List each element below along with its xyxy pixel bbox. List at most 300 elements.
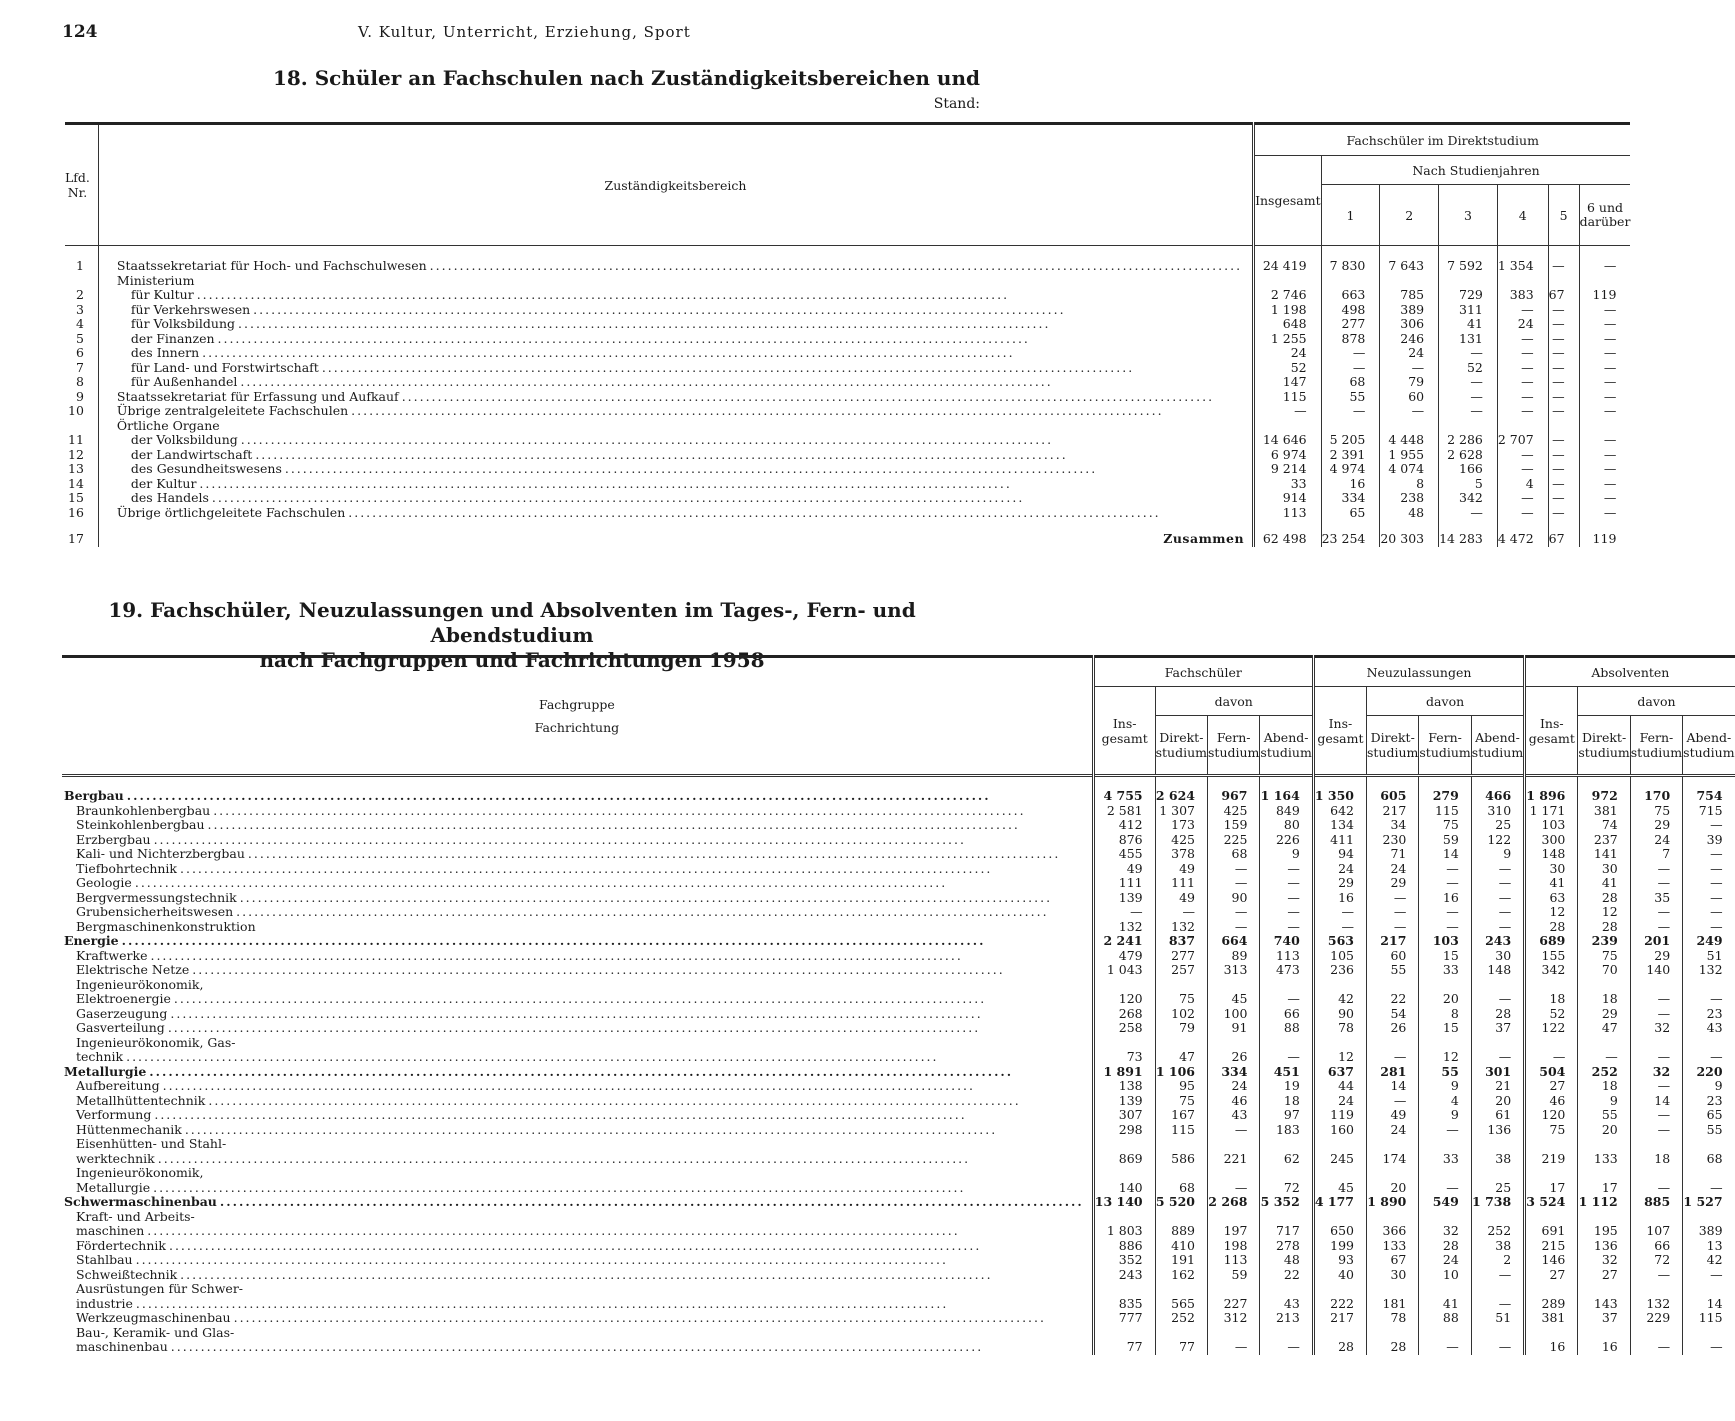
label-text: Staatssekretariat für Hoch- und Fachschulwesen bbox=[116, 258, 427, 273]
sub-header bbox=[1155, 716, 1207, 776]
value-cell: 1 255 bbox=[1254, 332, 1322, 347]
value-cell: 160 bbox=[1313, 1123, 1366, 1138]
value-cell: — bbox=[1497, 346, 1548, 361]
value-cell: — bbox=[1579, 448, 1630, 463]
value-cell: 455 bbox=[1093, 847, 1155, 862]
value-cell: 1 955 bbox=[1380, 448, 1439, 463]
value-cell: 133 bbox=[1578, 1152, 1630, 1167]
empty-cell bbox=[1525, 1137, 1578, 1152]
empty-cell bbox=[1093, 1036, 1155, 1051]
label-wrap bbox=[64, 804, 1084, 819]
value-cell: 29 bbox=[1630, 949, 1682, 964]
value-cell: 18 bbox=[1525, 992, 1578, 1007]
value-cell: — bbox=[1579, 361, 1630, 376]
row-label bbox=[62, 949, 1093, 964]
label-wrap bbox=[117, 303, 1242, 318]
leader-dots bbox=[127, 789, 1084, 804]
value-cell: 252 bbox=[1471, 1224, 1524, 1239]
value-cell: — bbox=[1471, 992, 1524, 1007]
value-cell: 65 bbox=[1321, 506, 1380, 521]
empty-cell bbox=[1366, 1326, 1418, 1341]
value-cell: 33 bbox=[1419, 1152, 1471, 1167]
empty-cell bbox=[1419, 978, 1471, 993]
label-wrap bbox=[64, 1239, 1084, 1254]
label-wrap bbox=[117, 332, 1242, 347]
value-cell: 837 bbox=[1155, 934, 1207, 949]
label-wrap bbox=[117, 477, 1242, 492]
table-row bbox=[65, 419, 1630, 434]
label-wrap bbox=[64, 1094, 1084, 1109]
value-cell: — bbox=[1525, 1050, 1578, 1065]
value-cell: 16 bbox=[1313, 891, 1366, 906]
value-cell: 637 bbox=[1313, 1065, 1366, 1080]
table-row bbox=[62, 876, 1735, 891]
value-cell: 136 bbox=[1578, 1239, 1630, 1254]
table-row bbox=[62, 1007, 1735, 1022]
value-cell: — bbox=[1630, 1181, 1682, 1196]
value-cell: — bbox=[1548, 462, 1579, 477]
value-cell: 252 bbox=[1155, 1311, 1207, 1326]
row-label bbox=[62, 1282, 1093, 1297]
value-cell: 52 bbox=[1439, 361, 1498, 376]
row-label bbox=[62, 1065, 1093, 1080]
table-row bbox=[62, 847, 1735, 862]
value-cell: 48 bbox=[1260, 1253, 1313, 1268]
value-cell: 754 bbox=[1683, 776, 1735, 804]
value-cell: 229 bbox=[1630, 1311, 1682, 1326]
value-cell: 34 bbox=[1366, 818, 1418, 833]
label-text: technik bbox=[76, 1049, 124, 1064]
value-cell: — bbox=[1630, 1268, 1682, 1283]
value-cell: 162 bbox=[1155, 1268, 1207, 1283]
label-wrap bbox=[117, 491, 1242, 506]
value-cell: 62 bbox=[1260, 1152, 1313, 1167]
value-cell: 24 bbox=[1366, 862, 1418, 877]
value-cell: 9 214 bbox=[1254, 462, 1322, 477]
label-text: Energie bbox=[64, 933, 119, 948]
value-cell: 479 bbox=[1093, 949, 1155, 964]
table-row bbox=[62, 949, 1735, 964]
value-cell: 914 bbox=[1254, 491, 1322, 506]
value-cell: 41 bbox=[1439, 317, 1498, 332]
value-cell: 61 bbox=[1471, 1108, 1524, 1123]
value-cell: — bbox=[1419, 920, 1471, 935]
row-label bbox=[62, 1108, 1093, 1123]
value-cell: 451 bbox=[1260, 1065, 1313, 1080]
value-cell: — bbox=[1683, 847, 1735, 862]
row-label bbox=[62, 1166, 1093, 1181]
value-cell: 9 bbox=[1419, 1108, 1471, 1123]
empty-cell bbox=[1471, 1210, 1524, 1225]
value-cell: 46 bbox=[1525, 1094, 1578, 1109]
value-cell: 650 bbox=[1313, 1224, 1366, 1239]
value-cell: 122 bbox=[1525, 1021, 1578, 1036]
value-cell: 28 bbox=[1313, 1340, 1366, 1355]
value-cell: 289 bbox=[1525, 1297, 1578, 1312]
value-cell: 97 bbox=[1260, 1108, 1313, 1123]
value-cell: 691 bbox=[1525, 1224, 1578, 1239]
value-cell: — bbox=[1254, 404, 1322, 419]
label-text: Übrige zentralgeleitete Fachschulen bbox=[116, 403, 349, 418]
value-cell: 5 520 bbox=[1155, 1195, 1207, 1210]
sub-header-line2: studium bbox=[1208, 745, 1260, 760]
table-row bbox=[62, 1268, 1735, 1283]
value-cell: 49 bbox=[1155, 862, 1207, 877]
value-cell: — bbox=[1208, 862, 1260, 877]
total-value: 23 254 bbox=[1321, 520, 1380, 547]
value-cell: 78 bbox=[1366, 1311, 1418, 1326]
value-cell: — bbox=[1579, 433, 1630, 448]
value-cell bbox=[1497, 274, 1548, 289]
empty-cell bbox=[1313, 1282, 1366, 1297]
value-cell: 140 bbox=[1630, 963, 1682, 978]
value-cell: 14 bbox=[1366, 1079, 1418, 1094]
empty-cell bbox=[1630, 1036, 1682, 1051]
value-cell: 12 bbox=[1578, 905, 1630, 920]
row-label bbox=[62, 992, 1093, 1007]
empty-cell bbox=[1260, 1166, 1313, 1181]
value-cell: 381 bbox=[1578, 804, 1630, 819]
value-cell: 75 bbox=[1578, 949, 1630, 964]
label-wrap bbox=[64, 905, 1084, 920]
value-cell: 49 bbox=[1093, 862, 1155, 877]
value-cell: 5 352 bbox=[1260, 1195, 1313, 1210]
value-cell: 42 bbox=[1313, 992, 1366, 1007]
value-cell: 22 bbox=[1366, 992, 1418, 1007]
value-cell: 115 bbox=[1155, 1123, 1207, 1138]
value-cell: 55 bbox=[1683, 1123, 1735, 1138]
value-cell: 115 bbox=[1419, 804, 1471, 819]
leader-dots bbox=[348, 506, 1242, 521]
value-cell: 66 bbox=[1260, 1007, 1313, 1022]
value-cell: 37 bbox=[1471, 1021, 1524, 1036]
leader-dots bbox=[402, 390, 1242, 405]
label-text: Erzbergbau bbox=[76, 831, 151, 847]
value-cell: 146 bbox=[1525, 1253, 1578, 1268]
value-cell: 120 bbox=[1093, 992, 1155, 1007]
sub-header bbox=[1208, 716, 1260, 776]
value-cell: 278 bbox=[1260, 1239, 1313, 1254]
label-wrap bbox=[117, 361, 1242, 376]
value-cell bbox=[1579, 419, 1630, 434]
page-number: 124 bbox=[62, 22, 98, 42]
label-wrap bbox=[64, 1108, 1084, 1123]
value-cell: 12 bbox=[1525, 905, 1578, 920]
value-cell: 4 755 bbox=[1093, 776, 1155, 804]
row-label bbox=[98, 332, 1253, 347]
leader-dots bbox=[174, 992, 1084, 1007]
value-cell: 18 bbox=[1578, 992, 1630, 1007]
value-cell: 29 bbox=[1630, 818, 1682, 833]
label-wrap bbox=[64, 862, 1084, 877]
value-cell: 136 bbox=[1471, 1123, 1524, 1138]
value-cell: 9 bbox=[1578, 1094, 1630, 1109]
value-cell: 67 bbox=[1366, 1253, 1418, 1268]
value-cell: 155 bbox=[1525, 949, 1578, 964]
value-cell: — bbox=[1579, 246, 1630, 274]
sub-header-line2: studium bbox=[1155, 745, 1208, 760]
table-row bbox=[62, 992, 1735, 1007]
value-cell: 65 bbox=[1683, 1108, 1735, 1123]
leader-dots bbox=[236, 905, 1084, 920]
value-cell: 225 bbox=[1208, 833, 1260, 848]
label-text: maschinenbau bbox=[76, 1339, 168, 1354]
label-text: Metallurgie bbox=[64, 1063, 147, 1079]
value-cell: 29 bbox=[1578, 1007, 1630, 1022]
row-number: 5 bbox=[75, 330, 84, 346]
label-wrap bbox=[64, 1152, 1084, 1167]
value-cell: 16 bbox=[1525, 1340, 1578, 1355]
table18-subtitle: Stand: bbox=[933, 96, 980, 112]
value-cell: 79 bbox=[1155, 1021, 1207, 1036]
value-cell: 238 bbox=[1380, 491, 1439, 506]
value-cell: — bbox=[1683, 891, 1735, 906]
empty-cell bbox=[1471, 1282, 1524, 1297]
label-text: der Volksbildung bbox=[130, 432, 238, 447]
value-cell: — bbox=[1630, 1108, 1682, 1123]
label-text: Elektroenergie bbox=[76, 991, 171, 1006]
empty-cell bbox=[1630, 978, 1682, 993]
value-cell: — bbox=[1366, 891, 1418, 906]
label-text: des Gesundheitswesens bbox=[130, 461, 282, 476]
value-cell: 239 bbox=[1578, 934, 1630, 949]
empty-cell bbox=[1471, 1326, 1524, 1341]
value-cell: 43 bbox=[1260, 1297, 1313, 1312]
value-cell: 41 bbox=[1578, 876, 1630, 891]
label-wrap bbox=[117, 375, 1242, 390]
empty-cell bbox=[1578, 1210, 1630, 1225]
table-row-label-cont bbox=[62, 1326, 1735, 1341]
empty-cell bbox=[1419, 1282, 1471, 1297]
lfd-nr-header: Lfd. Nr. bbox=[65, 124, 98, 246]
label-text: industrie bbox=[76, 1295, 133, 1311]
value-cell: 78 bbox=[1313, 1021, 1366, 1036]
empty-cell bbox=[1630, 1210, 1682, 1225]
label-wrap bbox=[64, 1253, 1084, 1268]
value-cell: 9 bbox=[1419, 1079, 1471, 1094]
value-cell: 785 bbox=[1380, 288, 1439, 303]
value-cell: — bbox=[1208, 905, 1260, 920]
value-cell: 183 bbox=[1260, 1123, 1313, 1138]
value-cell: — bbox=[1683, 992, 1735, 1007]
row-label bbox=[98, 433, 1253, 448]
value-cell: 20 bbox=[1419, 992, 1471, 1007]
insgesamt-line1: Ins- bbox=[1328, 715, 1353, 731]
row-label bbox=[62, 776, 1093, 804]
empty-cell bbox=[1630, 1282, 1682, 1297]
value-cell: 689 bbox=[1525, 934, 1578, 949]
value-cell: 122 bbox=[1471, 833, 1524, 848]
value-cell: 51 bbox=[1471, 1311, 1524, 1326]
leader-dots bbox=[202, 346, 1242, 361]
value-cell: — bbox=[1497, 404, 1548, 419]
sub-header bbox=[1630, 716, 1682, 776]
label-wrap bbox=[64, 789, 1084, 804]
leader-dots bbox=[213, 804, 1084, 819]
value-cell: 70 bbox=[1578, 963, 1630, 978]
row-number: 17 bbox=[68, 531, 84, 546]
value-cell: 134 bbox=[1313, 818, 1366, 833]
row-label bbox=[62, 1326, 1093, 1341]
label-text: für Land- und Forstwirtschaft bbox=[130, 359, 319, 375]
value-cell: 885 bbox=[1630, 1195, 1682, 1210]
row-label bbox=[62, 876, 1093, 891]
label-text: der Landwirtschaft bbox=[130, 446, 253, 462]
running-head: V. Kultur, Unterricht, Erziehung, Sport bbox=[358, 23, 691, 41]
value-cell: — bbox=[1548, 303, 1579, 318]
value-cell: 95 bbox=[1155, 1079, 1207, 1094]
value-cell: 28 bbox=[1419, 1239, 1471, 1254]
row-number bbox=[65, 274, 98, 289]
empty-cell bbox=[1093, 978, 1155, 993]
total-value: 20 303 bbox=[1380, 520, 1439, 547]
value-cell: 107 bbox=[1630, 1224, 1682, 1239]
value-cell: 75 bbox=[1525, 1123, 1578, 1138]
value-cell: 141 bbox=[1578, 847, 1630, 862]
label-wrap bbox=[117, 419, 1242, 434]
value-cell: 2 628 bbox=[1439, 448, 1498, 463]
value-cell: — bbox=[1579, 462, 1630, 477]
value-cell: 889 bbox=[1155, 1224, 1207, 1239]
label-wrap bbox=[64, 1021, 1084, 1036]
row-number: 7 bbox=[75, 359, 84, 375]
bereich-header: Zuständigkeitsbereich bbox=[98, 124, 1253, 246]
label-text: Gasverteilung bbox=[76, 1020, 165, 1035]
value-cell: 30 bbox=[1471, 949, 1524, 964]
label-wrap bbox=[64, 818, 1084, 833]
value-cell: — bbox=[1419, 1340, 1471, 1355]
row-label bbox=[98, 361, 1253, 376]
value-cell: 139 bbox=[1093, 1094, 1155, 1109]
group-row bbox=[62, 1065, 1735, 1080]
value-cell: 77 bbox=[1155, 1340, 1207, 1355]
empty-cell bbox=[1208, 1210, 1260, 1225]
value-cell: 498 bbox=[1321, 303, 1380, 318]
sub-header-line2: studium bbox=[1366, 745, 1419, 760]
value-cell: 32 bbox=[1630, 1065, 1682, 1080]
value-cell: 132 bbox=[1630, 1297, 1682, 1312]
row-label bbox=[62, 1036, 1093, 1051]
table-row bbox=[62, 1152, 1735, 1167]
value-cell: 2 268 bbox=[1208, 1195, 1260, 1210]
year-header: 3 bbox=[1439, 185, 1498, 246]
value-cell: 13 140 bbox=[1093, 1195, 1155, 1210]
leader-dots bbox=[322, 361, 1242, 376]
value-cell: 74 bbox=[1578, 818, 1630, 833]
leader-dots bbox=[234, 1311, 1084, 1326]
value-cell: 9 bbox=[1683, 1079, 1735, 1094]
value-cell: 605 bbox=[1366, 776, 1418, 804]
empty-cell bbox=[1366, 1137, 1418, 1152]
row-label bbox=[98, 448, 1253, 463]
value-cell: — bbox=[1208, 920, 1260, 935]
value-cell: — bbox=[1208, 876, 1260, 891]
leader-dots bbox=[180, 1268, 1084, 1283]
value-cell: 119 bbox=[1313, 1108, 1366, 1123]
value-cell: — bbox=[1630, 920, 1682, 935]
table19 bbox=[62, 655, 1735, 1355]
label-text: Ministerium bbox=[116, 272, 195, 288]
value-cell: 66 bbox=[1630, 1239, 1682, 1254]
table-row bbox=[65, 288, 1630, 303]
value-cell: — bbox=[1683, 818, 1735, 833]
value-cell: 43 bbox=[1208, 1108, 1260, 1123]
davon-header: davon bbox=[1366, 687, 1524, 716]
value-cell: 139 bbox=[1093, 891, 1155, 906]
value-cell: 191 bbox=[1155, 1253, 1207, 1268]
value-cell: 90 bbox=[1313, 1007, 1366, 1022]
value-cell: 48 bbox=[1380, 506, 1439, 521]
value-cell: 15 bbox=[1419, 949, 1471, 964]
total-value: 119 bbox=[1579, 520, 1630, 547]
value-cell: 298 bbox=[1093, 1123, 1155, 1138]
label-text: Metallhüttentechnik bbox=[76, 1092, 206, 1108]
value-cell: 75 bbox=[1155, 992, 1207, 1007]
value-cell: 45 bbox=[1313, 1181, 1366, 1196]
label-wrap bbox=[117, 448, 1242, 463]
value-cell: — bbox=[1419, 1181, 1471, 1196]
value-cell: — bbox=[1439, 390, 1498, 405]
label-text: für Außenhandel bbox=[130, 374, 238, 389]
table-row-label-cont bbox=[62, 1137, 1735, 1152]
insgesamt-line1: Ins- bbox=[1539, 715, 1564, 731]
value-cell: 24 bbox=[1208, 1079, 1260, 1094]
value-cell: 59 bbox=[1419, 833, 1471, 848]
empty-cell bbox=[1208, 1326, 1260, 1341]
value-cell: — bbox=[1380, 404, 1439, 419]
value-cell: 119 bbox=[1579, 288, 1630, 303]
empty-cell bbox=[1525, 1210, 1578, 1225]
value-cell: 75 bbox=[1155, 1094, 1207, 1109]
leader-dots bbox=[197, 288, 1242, 303]
empty-cell bbox=[1525, 1166, 1578, 1181]
empty-cell bbox=[1260, 978, 1313, 993]
value-cell: 1 106 bbox=[1155, 1065, 1207, 1080]
value-cell: 8 bbox=[1380, 477, 1439, 492]
value-cell: 35 bbox=[1630, 891, 1682, 906]
leader-dots bbox=[185, 1123, 1084, 1138]
empty-cell bbox=[1578, 1137, 1630, 1152]
value-cell: 13 bbox=[1683, 1239, 1735, 1254]
value-cell: 27 bbox=[1578, 1268, 1630, 1283]
leader-dots bbox=[238, 317, 1242, 332]
label-text: Aufbereitung bbox=[76, 1078, 160, 1093]
value-cell: — bbox=[1208, 1340, 1260, 1355]
value-cell: 103 bbox=[1419, 934, 1471, 949]
table-row bbox=[62, 1297, 1735, 1312]
value-cell: 131 bbox=[1439, 332, 1498, 347]
row-label bbox=[62, 847, 1093, 862]
table-row bbox=[62, 1340, 1735, 1355]
value-cell: 663 bbox=[1321, 288, 1380, 303]
empty-cell bbox=[1419, 1210, 1471, 1225]
label-text: Tiefbohrtechnik bbox=[76, 860, 178, 876]
value-cell: 88 bbox=[1260, 1021, 1313, 1036]
value-cell: 306 bbox=[1380, 317, 1439, 332]
value-cell: 132 bbox=[1155, 920, 1207, 935]
sub-header bbox=[1366, 716, 1418, 776]
value-cell: 201 bbox=[1630, 934, 1682, 949]
value-cell: 55 bbox=[1366, 963, 1418, 978]
value-cell: 39 bbox=[1683, 833, 1735, 848]
value-cell: 1 164 bbox=[1260, 776, 1313, 804]
row-label bbox=[62, 1079, 1093, 1094]
row-number: 4 bbox=[75, 316, 84, 331]
table-row bbox=[62, 920, 1735, 935]
row-label bbox=[62, 1210, 1093, 1225]
value-cell: — bbox=[1497, 332, 1548, 347]
empty-cell bbox=[1208, 1282, 1260, 1297]
